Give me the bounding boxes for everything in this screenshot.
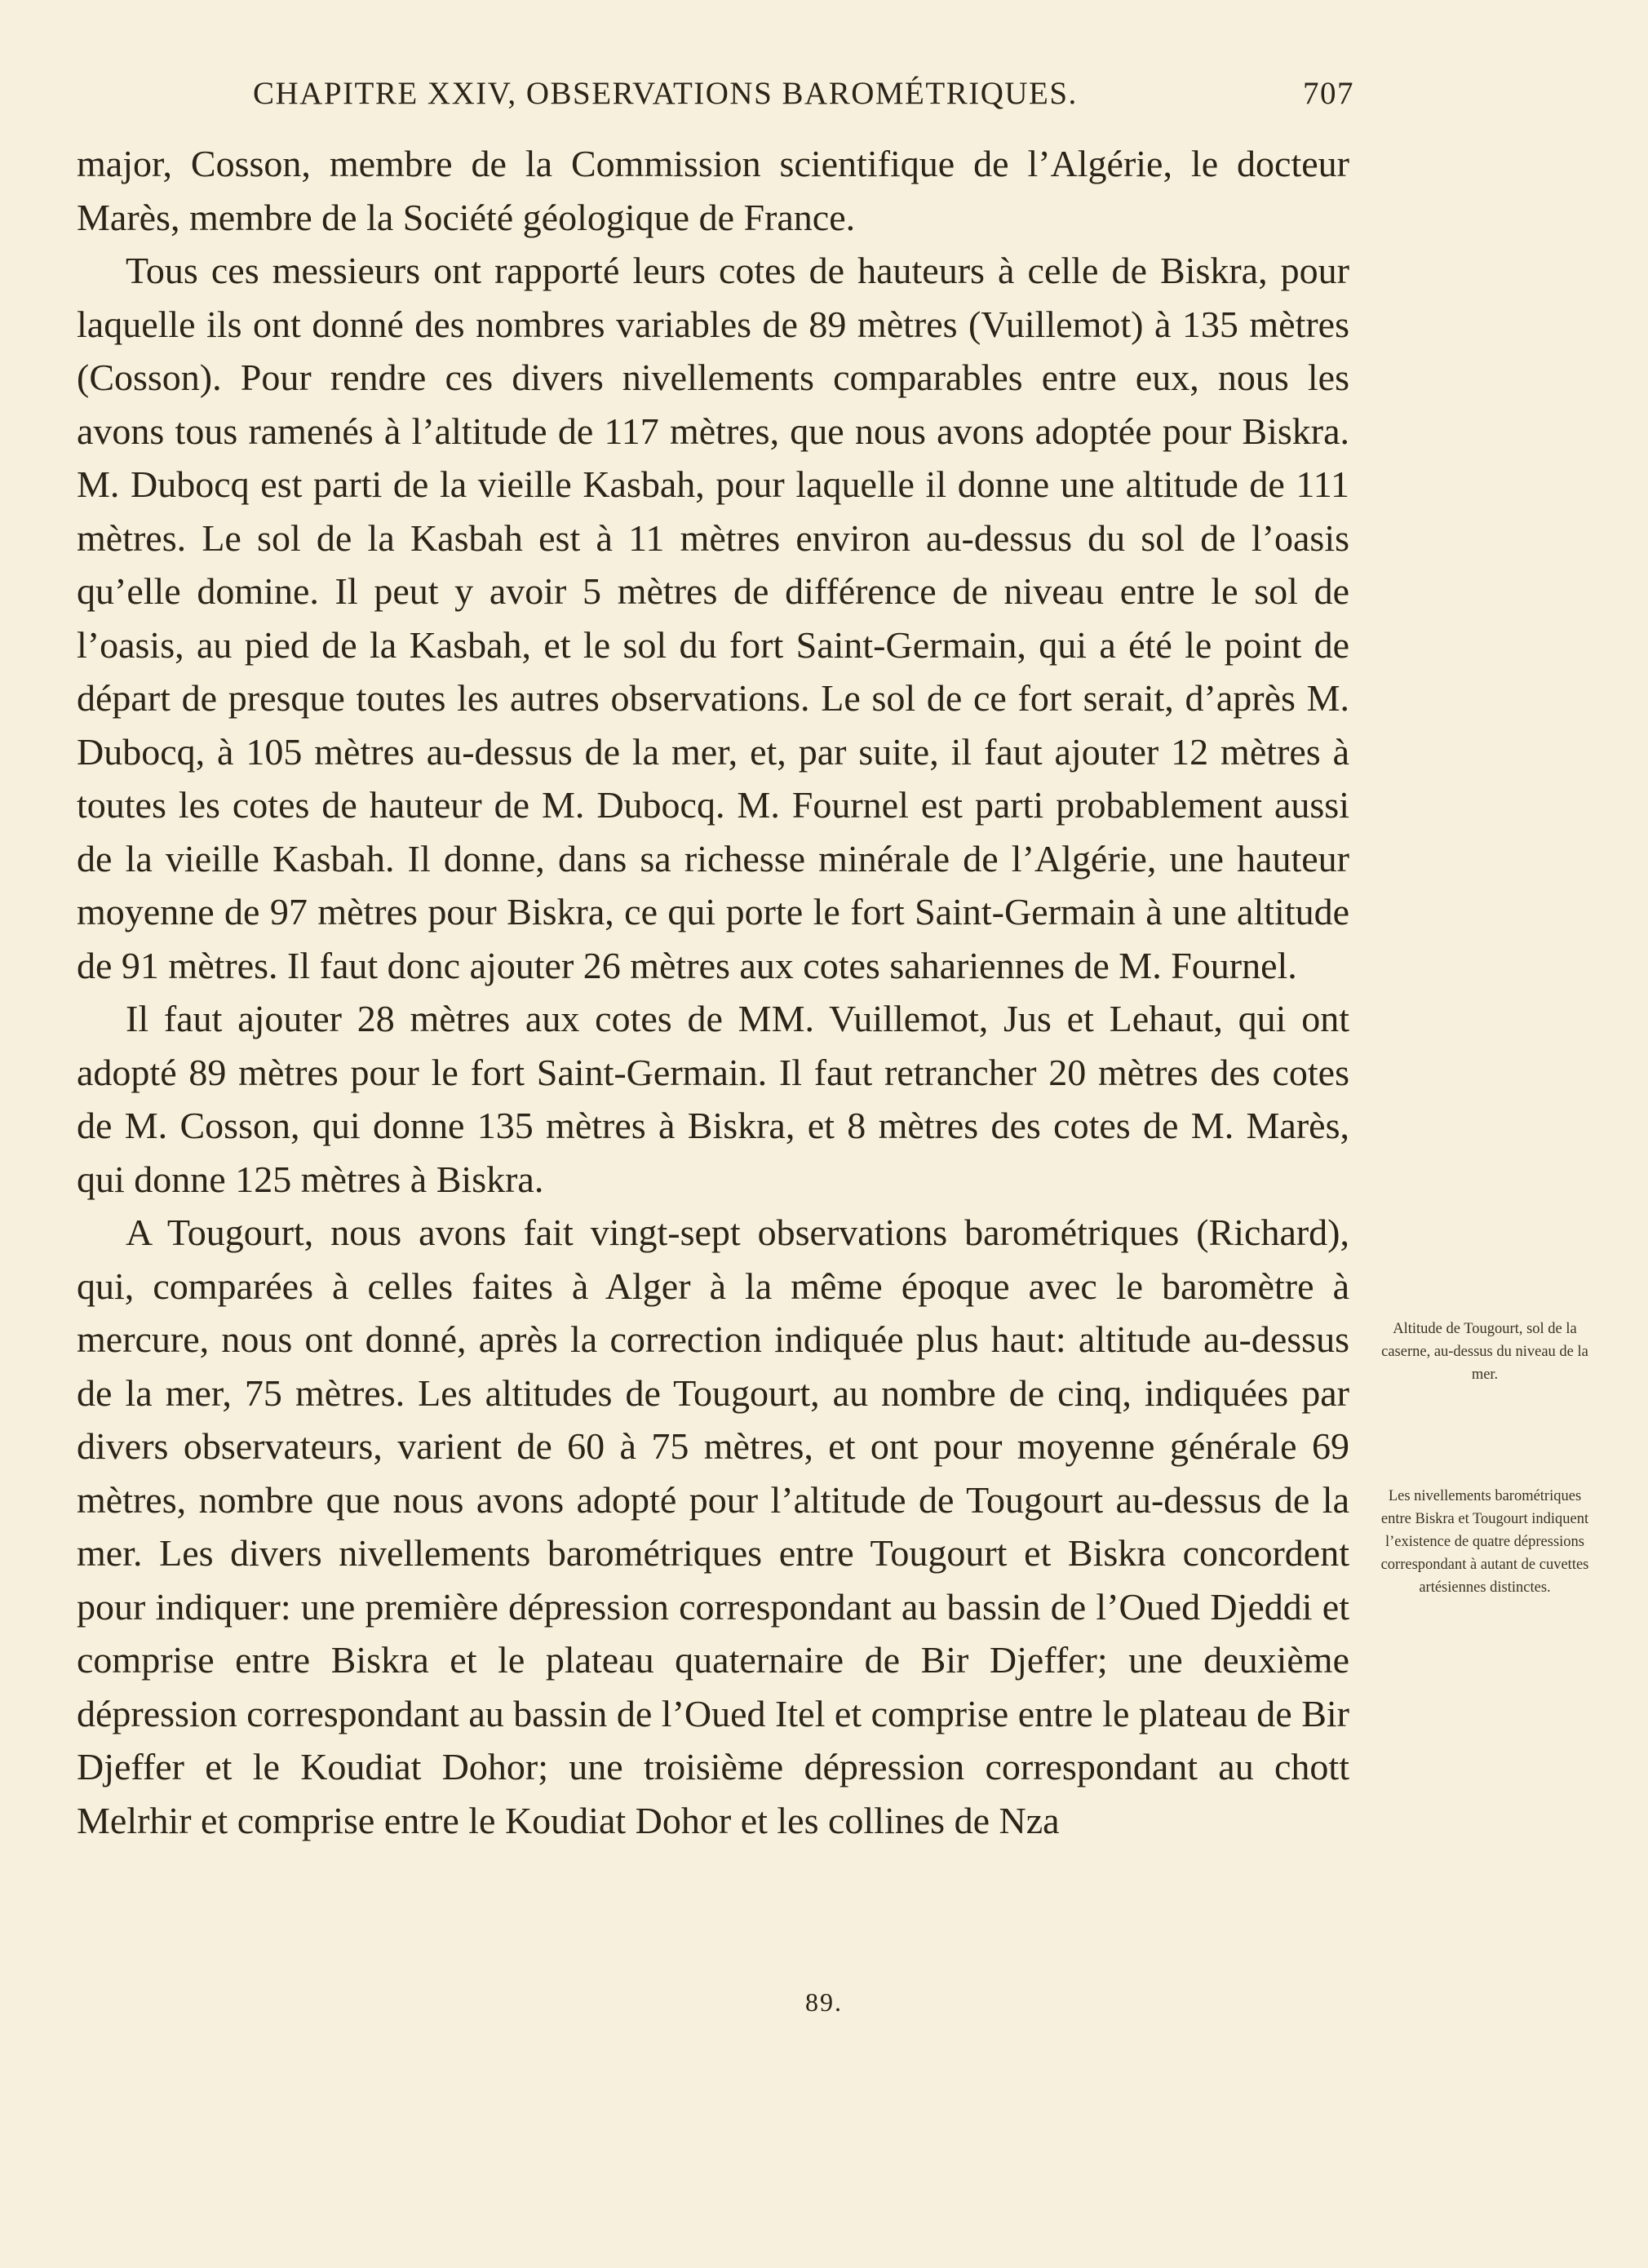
body-text (77, 137, 1349, 1847)
paragraph: Tous ces messieurs ont rapporté leurs cotes de hauteurs à celle de Biskra, pour laquelle ils ont donné des nombres variables de 89 mètres (Vuillemot) à 135 mètres (Cosson). Pour rendre ces divers nivellements comparables entre eux, nous les avons tous ramenés à l’altitude de 117 mètres, que nous avons adoptée pour Biskra. M. Dubocq est parti de la vieille Kasbah, pour laquelle il donne une altitude de 111 mètres. Le sol de la Kasbah est à 11 mètres environ au-dessus du sol de l’oasis qu’elle domine. Il peut y avoir 5 mètres de différence de niveau entre le sol de l’oasis, au pied de la Kasbah, et le sol du fort Saint-Germain, qui a été le point de départ de presque toutes les autres observations. Le sol de ce fort serait, d’après M. Dubocq, à 105 mètres au-dessus de la mer, et, par suite, il faut ajouter 12 mètres à toutes les cotes de hauteur de M. Dubocq. M. Fournel est parti probablement aussi de la vieille Kasbah. Il donne, dans sa richesse minérale de l’Algérie, une hauteur moyenne de 97 mètres pour Biskra, ce qui porte le fort Saint-Germain à une altitude de 91 mètres. Il faut donc ajouter 26 mètres aux cotes sahariennes de M. Fournel. (77, 250, 1349, 986)
paragraph: major, Cosson, membre de la Commission scientifique de l’Algérie, le docteur Marès, membre de la Société géologique de France. (77, 143, 1349, 238)
chapter-title: CHAPITRE XXIV, OBSERVATIONS BAROMÉTRIQUES. (253, 76, 1078, 111)
margin-note-altitude: Altitude de Tougourt, sol de la caserne, au-dessus du niveau de la mer. (1381, 1321, 1588, 1383)
signature-mark: 89. (805, 1987, 843, 2017)
page-number: 707 (1303, 76, 1354, 111)
paragraph: Il faut ajouter 28 mètres aux cotes de MM. Vuillemot, Jus et Lehaut, qui ont adopté 89 mètres pour le fort Saint-Germain. Il faut retrancher 20 mètres des cotes de M. Cosson, qui donne 135 mètres à Biskra, et 8 mètres des cotes de M. Marès, qui donne 125 mètres à Biskra. (77, 998, 1349, 1200)
running-header (249, 75, 1354, 124)
margin-note-depressions: Les nivellements barométriques entre Biskra et Tougourt indiquent l’existence de quatre dépressions correspondant à autant de cuvettes artésiennes distinctes. (1380, 1488, 1589, 1596)
paragraph: A Tougourt, nous avons fait vingt-sept observations barométriques (Richard), qui, comparées à celles faites à Alger à la même époque avec le baromètre à mercure, nous ont donné, après la correction indiquée plus haut: altitude au-dessus de la mer, 75 mètres. Les altitudes de Tougourt, au nombre de cinq, indiquées par divers observateurs, varient de 60 à 75 mètres, et ont pour moyenne générale 69 mètres, nombre que nous avons adopté pour l’altitude de Tougourt au-dessus de la mer. Les divers nivellements barométriques entre Tougourt et Biskra concordent pour indiquer: une première dépression correspondant au bassin de l’Oued Djeddi et comprise entre Biskra et le plateau quaternaire de Bir Djeffer; une deuxième dépression correspondant au bassin de l’Oued Itel et comprise entre le plateau de Bir Djeffer et le Koudiat Dohor; une troisième dépression correspondant au chott Melrhir et comprise entre le Koudiat Dohor et les collines de Nza (77, 1212, 1349, 1841)
